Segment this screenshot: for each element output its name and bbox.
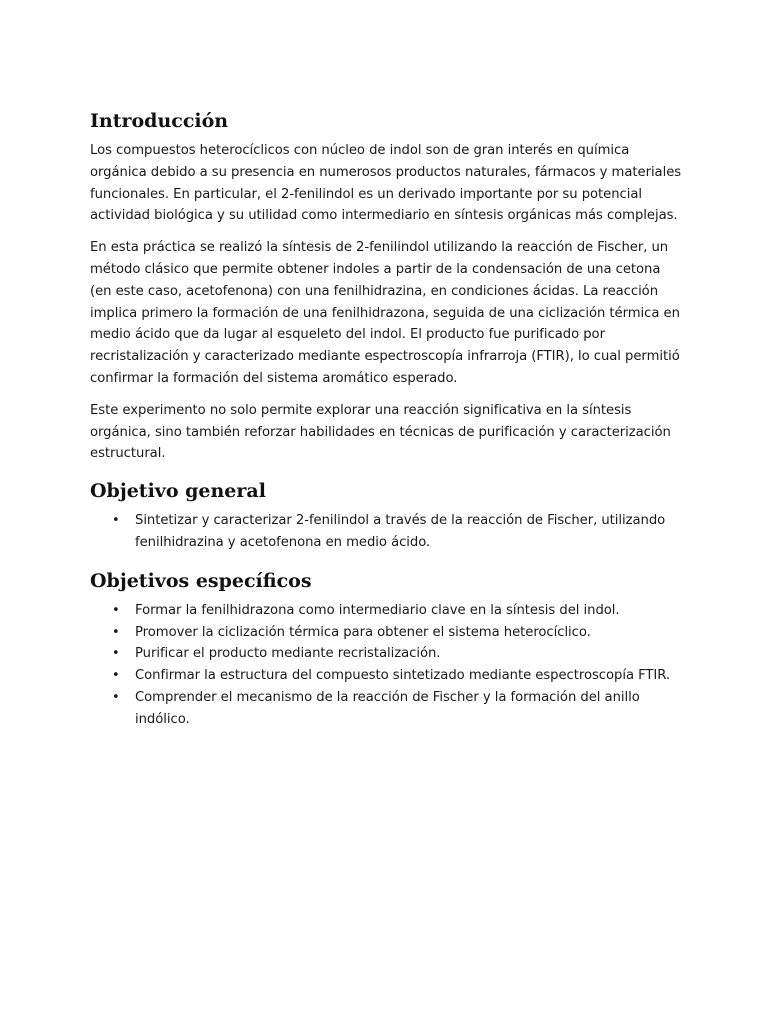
list-item-text: Comprender el mecanismo de la reacción de Fischer y la formación del anillo indólico.: [135, 689, 640, 727]
bullet-icon: •: [112, 602, 120, 618]
list-item: [90, 687, 684, 731]
heading-objetivos-especificos: Objetivos específicos: [90, 569, 312, 592]
list-item-text: Formar la fenilhidrazona como intermediario clave en la síntesis del indol.: [135, 602, 620, 618]
list-item: [90, 510, 684, 554]
heading-objetivo-general: Objetivo general: [90, 480, 266, 503]
bullet-icon: •: [112, 624, 120, 640]
list-item-text: Confirmar la estructura del compuesto sintetizado mediante espectroscopía FTIR.: [135, 668, 671, 684]
objetivos-especificos-list: [90, 600, 684, 731]
intro-paragraph-2: En esta práctica se realizó la síntesis de 2-fenilindol utilizando la reacción de Fischer, un método clásico que permite obtener indoles a partir de la condensación de una cetona (en este caso, acetofenona) con una fenilhidrazina, en condiciones ácidas. La reacción implica primero la formación de una fenilhidrazona, seguida de una ciclización térmica en medio ácido que da lugar al esqueleto del indol. El producto fue purificado por recristalización y caracterizado mediante espectroscopía infrarroja (FTIR), lo cual permitió confirmar la formación del sistema aromático esperado.: [90, 240, 680, 386]
bullet-icon: •: [112, 646, 120, 662]
objetivo-general-list: [90, 510, 684, 554]
intro-paragraph-1: Los compuestos heterocíclicos con núcleo de indol son de gran interés en química orgánica debido a su presencia en numerosos productos naturales, fármacos y materiales funcionales. En particular, el 2-fenilindol es un derivado importante por su potencial actividad biológica y su utilidad como intermediario en síntesis orgánicas más complejas.: [90, 143, 682, 224]
intro-paragraph-3: Este experimento no solo permite explorar una reacción significativa en la síntesis orgánica, sino también reforzar habilidades en técnicas de purificación y caracterización estructural.: [90, 402, 671, 462]
heading-introduccion: Introducción: [90, 110, 229, 132]
list-item: [90, 622, 684, 644]
list-item-text: Promover la ciclización térmica para obtener el sistema heterocíclico.: [135, 624, 591, 640]
list-item: [90, 600, 684, 622]
bullet-icon: •: [112, 513, 120, 529]
list-item-text: Purificar el producto mediante recristalización.: [135, 646, 441, 662]
bullet-icon: •: [112, 689, 120, 705]
list-item: [90, 643, 684, 665]
list-item-text: Sintetizar y caracterizar 2-fenilindol a través de la reacción de Fischer, utilizando fenilhidrazina y acetofenona en medio ácido.: [135, 513, 666, 550]
list-item: [90, 665, 684, 687]
document-page: [90, 108, 684, 731]
bullet-icon: •: [112, 668, 120, 684]
